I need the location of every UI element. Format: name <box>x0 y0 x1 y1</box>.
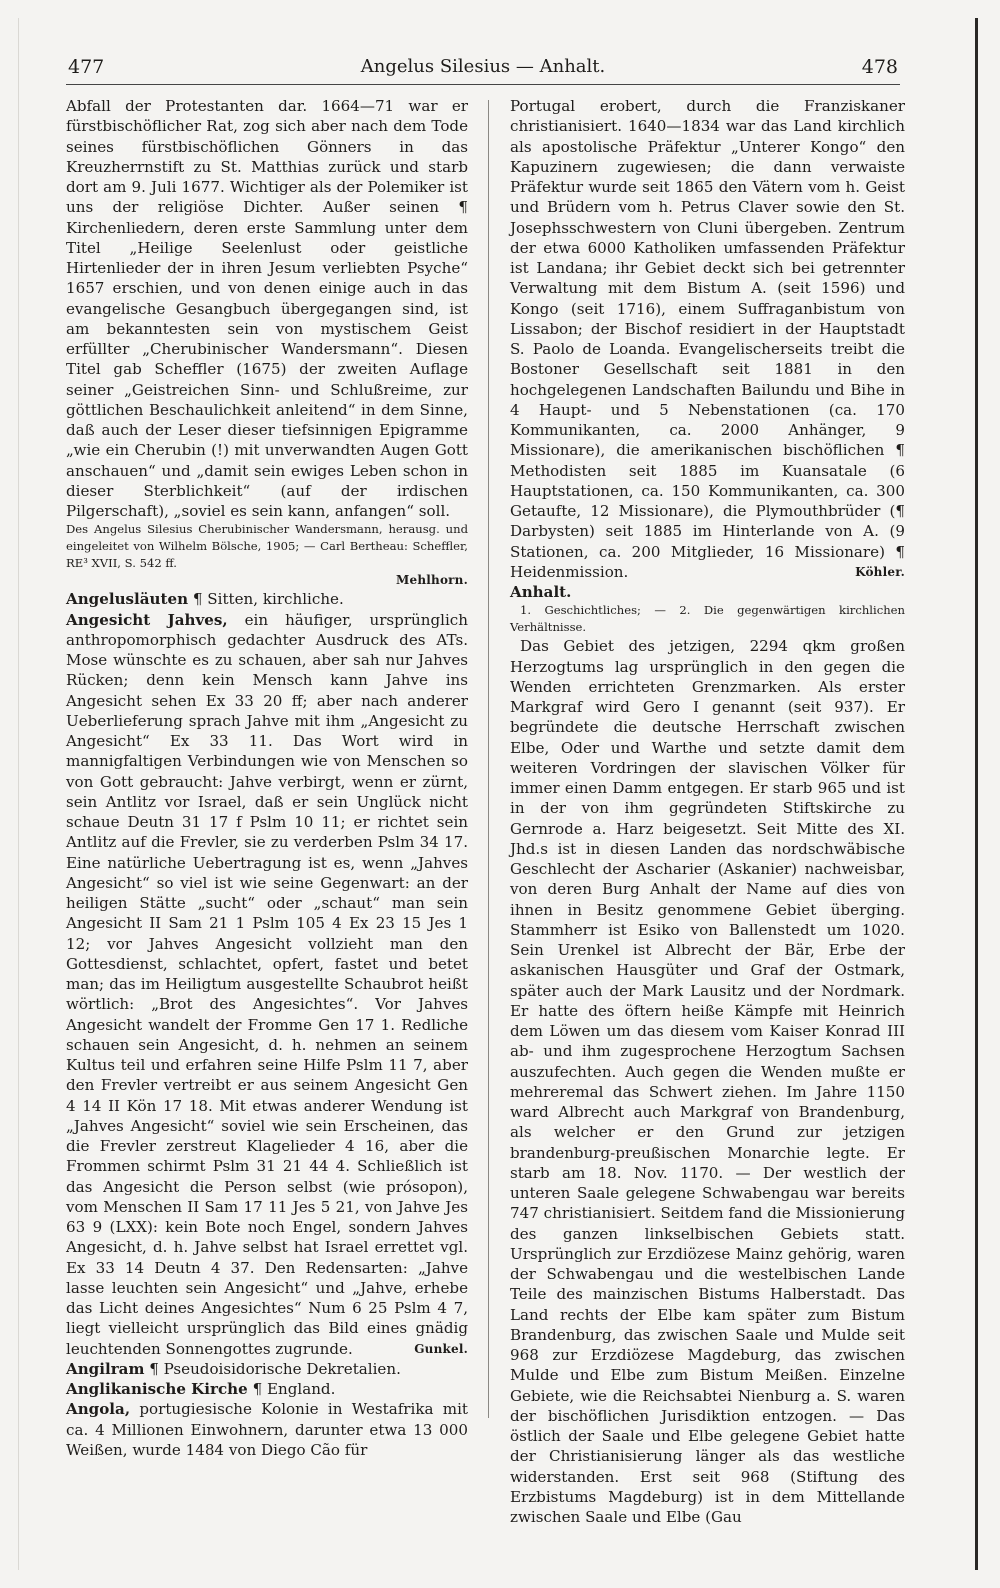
left-column <box>66 96 468 1460</box>
running-header <box>68 50 898 84</box>
entry-headword: Angola, <box>66 1400 131 1419</box>
bibliography: Des Angelus Silesius Cherubinischer Wandersmann, herausg. und eingeleitet von Wilhelm Bölsche, 1905; — Carl Bertheau: Scheffler, RE³ XVII, S. 542 ff. <box>66 522 468 571</box>
article-author: Köhler. <box>855 564 905 579</box>
cross-reference: ¶ Sitten, kirchliche. <box>192 590 344 609</box>
article-author: Gunkel. <box>414 1341 468 1356</box>
entry-headword: Angelusläuten <box>66 590 189 609</box>
page-number-right: 478 <box>861 56 898 78</box>
page-edge-left <box>18 18 19 1570</box>
entry-headword: Angesicht Jahves, <box>66 610 228 629</box>
right-column <box>510 96 905 1527</box>
article-text: portugiesische Kolonie in Westafrika mit ca. 4 Millionen Einwohnern, darunter etwa 13 000 Weißen, wurde 1484 von Diego Cão für <box>66 1400 468 1459</box>
cross-reference: ¶ Pseudoisidorische Dekretalien. <box>149 1359 401 1378</box>
entry-anhalt <box>510 582 905 602</box>
entry-angeluslaeuten <box>66 589 468 609</box>
entry-headword: Anglikanische Kirche <box>66 1380 248 1398</box>
entry-anglikanische-kirche <box>66 1379 468 1399</box>
article-text: Abfall der Protestanten dar. 1664—71 war er fürstbischöflicher Rat, zog sich aber nach dem Tode seines fürstbischöflichen Gönners in das Kreuzherrnstift zu St. Matthias zurück und starb dort am 9. Juli 1677. Wichtiger als der Polemiker ist uns der religiöse Dichter. Außer seinen ¶ Kirchenliedern, deren erste Sammlung unter dem Titel „Heilige Seelenlust oder geistliche Hirtenlieder der in ihren Jesum verliebten Psyche“ 1657 erschien, und von denen einige auch in das evangelische Gesangbuch übergegangen sind, ist am bekanntesten sein von mystischem Geist erfüllter „Cherubinischer Wandersmann“. Diesen Titel gab Scheffler (1675) der zweiten Auflage seiner „Geistreichen Sinn- und Schlußreime, zur göttlichen Beschaulichkeit anleitend“ in dem Sinne, daß auch der Leser dieser tiefsinnigen Epigramme „wie ein Cherubin (!) mit unverwandten Augen Gott anschauen“ und „damit sein ewiges Leben schon in dieser Sterblichkeit“ (auf der irdischen Pilgerschaft), „soviel es sein kann, anfangen“ soll. <box>66 97 468 520</box>
entry-headword: Angilram <box>66 1359 145 1378</box>
column-divider <box>488 100 489 1418</box>
article-text: ein häufiger, ursprünglich anthropomorphisch gedachter Ausdruck des ATs. Mose wünschte es zu schauen, aber sah nur Jahves Rücken; denn kein Mensch kann Jahve ins Angesicht sehen Ex 33 20 ff; aber nach anderer Ueberlieferung sprach Jahve mit ihm „Angesicht zu Angesicht“ Ex 33 11. Das Wort wird in mannigfaltigen Verbindungen wie von Menschen so von Gott gebraucht: Jahve verbirgt, wenn er zürnt, sein Antlitz vor Israel, daß er sein Unglück nicht schaue Deutn 31 17 f Pslm 10 11; er richtet sein Antlitz auf die Frevler, sie zu verderben Pslm 34 17. Eine natürliche Uebertragung ist es, wenn „Jahves Angesicht“ so viel ist wie seine Gegenwart: an der heiligen Stätte „sucht“ oder „schaut“ man sein Angesicht II Sam 21 1 Pslm 105 4 Ex 23 15 Jes 1 12; vor Jahves Angesicht vollzieht man den Gottesdienst, schlachtet, opfert, fastet und betet man; das im Heiligtum ausgestellte Schaubrot heißt wörtlich: „Brot des Angesichtes“. Vor Jahves Angesicht wandelt der Fromme Gen 17 1. Redliche schauen sein Angesicht, d. h. nehmen an seinem Kultus teil und erfahren seine Hilfe Pslm 11 7, aber den Frevler vertreibt er aus seinem Angesicht Gen 4 14 II Kön 17 18. Mit etwas anderer Wendung ist „Jahves Angesicht“ soviel wie sein Erscheinen, das die Frevler zerstreut Klagelieder 4 16, aber die Frommen schirmt Pslm 31 21 44 4. Schließlich ist das Angesicht die Person selbst (wie prósopon), vom Menschen II Sam 17 11 Jes 5 21, von Jahve Jes 63 9 (LXX): kein Bote noch Engel, sondern Jahves Angesicht, d. h. Jahve selbst hat Israel errettet vgl. Ex 33 14 Deutn 4 37. Den Redensarten: „Jahve lasse leuchten sein Angesicht“ und „Jahve, erhebe das Licht deines Angesichtes“ Num 6 25 Pslm 4 7, liegt vielleicht ursprünglich das Bild eines gnädig leuchtenden Sonnengottes zugrunde. <box>66 610 468 1358</box>
header-rule <box>66 84 900 85</box>
cross-reference: ¶ England. <box>252 1380 336 1398</box>
page-number-left: 477 <box>68 56 105 78</box>
entry-headword: Anhalt. <box>510 583 572 601</box>
article-author: Mehlhorn. <box>396 573 468 588</box>
page-edge-right <box>975 18 978 1570</box>
article-text: Das Gebiet des jetzigen, 2294 qkm großen Herzogtums lag ursprünglich in den gegen die Wenden errichteten Grenzmarken. Als erster Markgraf wird Gero I genannt (seit 937). Er begründete die deutsche Herrschaft zwischen Elbe, Oder und Warthe und setzte damit dem weiteren Vordringen der slavischen Völker für immer einen Damm entgegen. Er starb 965 und ist in der von ihm gegründeten Stiftskirche zu Gernrode a. Harz beigesetzt. Seit Mitte des XI. Jhd.s ist in diesen Landen das nordschwäbische Geschlecht der Ascharier (Askanier) nachweisbar, von deren Burg Anhalt der Name auf dies von ihnen in Besitz genommene Gebiet überging. Stammherr ist Esiko von Ballenstedt um 1020. Sein Urenkel ist Albrecht der Bär, Erbe der askanischen Hausgüter und Graf der Ostmark, später auch der Mark Lausitz und der Nordmark. Er hatte des öftern heiße Kämpfe mit Heinrich dem Löwen um das diesem vom Kaiser Konrad III ab- und ihm zugesprochene Herzogtum Sachsen auszufechten. Auch gegen die Wenden mußte er mehreremal das Schwert ziehen. Im Jahre 1150 ward Albrecht auch Markgraf von Brandenburg, als welcher er den Grund zur jetzigen brandenburg-preußischen Monarchie legte. Er starb am 18. Nov. 1170. — Der westlich der unteren Saale gelegene Schwabengau war bereits 747 christianisiert. Seitdem fand die Missionierung des ganzen linkselbischen Gebiets statt. Ursprünglich zur Erzdiözese Mainz gehörig, waren der Schwabengau und die westelbischen Lande Teile des mainzischen Bistums Halberstadt. Das Land rechts der Elbe kam später zum Bistum Brandenburg, das zwischen Saale und Mulde seit 968 zur Erzdiözese Magdeburg, das zwischen Mulde und Elbe zum Bistum Meißen. Einzelne Gebiete, wie die Reichsabtei Nienburg a. S. waren der bischöflichen Jurisdiktion entzogen. — Das östlich der Saale und Elbe gelegene Gebiet hatte der Christianisierung länger als das westliche widerstanden. Erst seit 968 (Stiftung des Erzbistums Magdeburg) ist in dem Mittellande zwischen Saale und Elbe (Gau <box>510 637 905 1526</box>
entry-angola <box>66 1399 468 1460</box>
article-text: Portugal erobert, durch die Franziskaner christianisiert. 1640—1834 war das Land kirchlich als apostolische Präfektur „Unterer Kongo“ den Kapuzinern zugewiesen; die dann verwaiste Präfektur wurde seit 1865 den Vätern vom h. Geist und Brüdern vom h. Petrus Claver sowie den St. Josephsschwestern von Cluni übergeben. Zentrum der etwa 6000 Katholiken umfassenden Präfektur ist Landana; ihr Gebiet deckt sich bei getrennter Verwaltung mit dem Bistum A. (seit 1596) und Kongo (seit 1716), einem Suffraganbistum von Lissabon; der Bischof residiert in der Hauptstadt S. Paolo de Loanda. Evangelischerseits treibt die Bostoner Gesellschaft seit 1881 in den hochgelegenen Landschaften Bailundu und Bihe in 4 Haupt- und 5 Nebenstationen (ca. 170 Kommunikanten, ca. 2000 Anhänger, 9 Missionare), die amerikanischen bischöflichen ¶ Methodisten seit 1885 im Kuansatale (6 Hauptstationen, ca. 150 Kommunikanten, ca. 300 Getaufte, 12 Missionare), die Plymouthbrüder (¶ Darbysten) seit 1885 im Hinterlande von A. (9 Stationen, ca. 200 Mitglieder, 16 Missionare) ¶ Heidenmission. Köhler. <box>510 97 905 581</box>
entry-angilram <box>66 1359 468 1379</box>
entry-angesicht-jahves <box>66 610 468 1359</box>
running-title: Angelus Silesius — Anhalt. <box>360 56 606 77</box>
section-outline: 1. Geschichtliches; — 2. Die gegenwärtigen kirchlichen Verhältnisse. <box>510 603 905 635</box>
